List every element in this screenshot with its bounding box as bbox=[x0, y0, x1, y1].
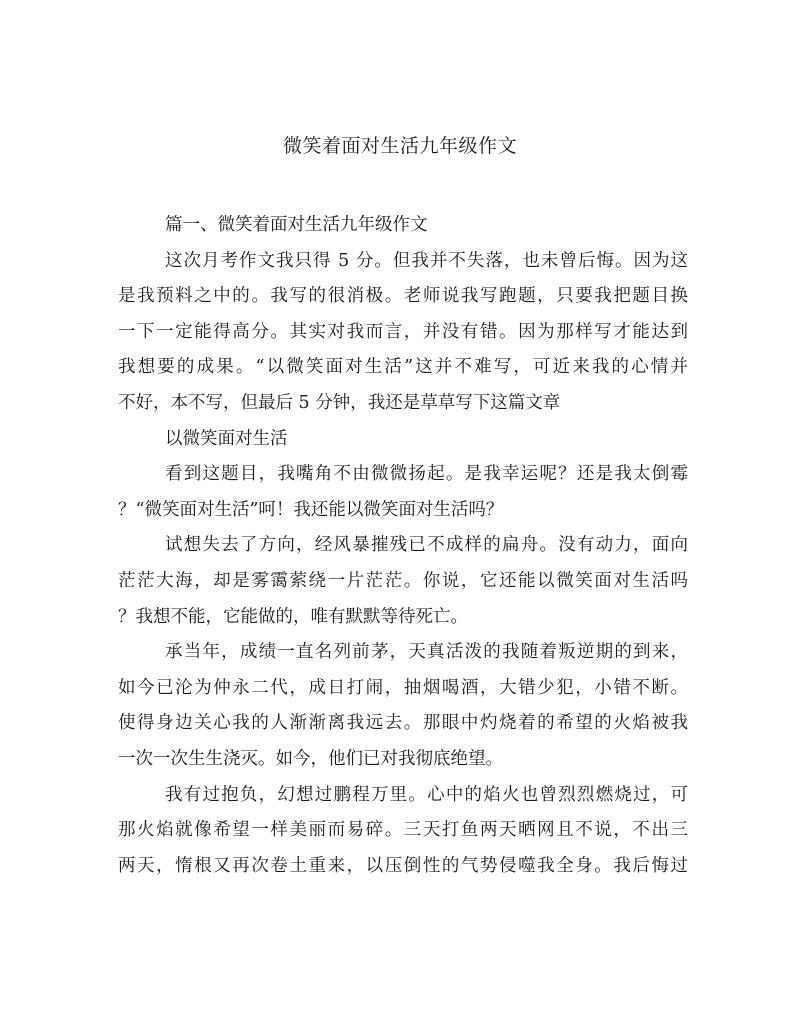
paragraph-line: ？“微笑面对生活”呵！我还能以微笑面对生活吗？ bbox=[118, 499, 504, 520]
paragraph-line: 看到这题目，我嘴角不由微微扬起。是我幸运呢？还是我太倒霉 bbox=[165, 464, 688, 485]
paragraph-line: 我有过抱负，幻想过鹏程万里。心中的焰火也曾烈烈燃烧过，可 bbox=[165, 784, 688, 805]
paragraph-line: 使得身边关心我的人渐渐离我远去。那眼中灼烧着的希望的火焰被我 bbox=[118, 713, 688, 734]
paragraph-line: 茫茫大海，却是雾霭萦绕一片茫茫。你说，它还能以微笑面对生活吗 bbox=[118, 570, 688, 591]
paragraph-line: 承当年，成绩一直名列前茅，天真活泼的我随着叛逆期的到来， bbox=[165, 642, 688, 663]
paragraph-line: 试想失去了方向，经风暴摧残已不成样的扁舟。没有动力，面向 bbox=[165, 535, 688, 556]
paragraph-line: 是我预料之中的。我写的很消极。老师说我写跑题，只要我把题目换 bbox=[118, 286, 688, 307]
paragraph-line: 一次一次生生浇灭。如今，他们已对我彻底绝望。 bbox=[118, 748, 503, 769]
document-title: 微笑着面对生活九年级作文 bbox=[282, 135, 517, 157]
paragraph-line: 两天，惰根又再次卷土重来，以压倒性的气势侵噬我全身。我后悔过 bbox=[118, 855, 688, 876]
paragraph-line: 这次月考作文我只得 5 分。但我并不失落，也未曾后悔。因为这 bbox=[165, 250, 688, 271]
paragraph-line: 一下一定能得高分。其实对我而言，并没有错。因为那样写才能达到 bbox=[118, 321, 688, 342]
section-heading: 篇一、微笑着面对生活九年级作文 bbox=[165, 215, 428, 235]
paragraph-line: ？我想不能，它能做的，唯有默默等待死亡。 bbox=[118, 606, 468, 627]
paragraph-line: 不好，本不写，但最后 5 分钟，我还是草草写下这篇文章 bbox=[118, 392, 561, 413]
essay-title-line: 以微笑面对生活 bbox=[165, 428, 288, 449]
paragraph-line: 我想要的成果。“以微笑面对生活”这并不难写，可近来我的心情并 bbox=[118, 357, 688, 378]
document-body bbox=[118, 208, 688, 884]
paragraph-line: 如今已沦为仲永二代，成日打闹，抽烟喝酒，大错少犯，小错不断。 bbox=[118, 677, 688, 698]
paragraph-line: 那火焰就像希望一样美丽而易碎。三天打鱼两天晒网且不说，不出三 bbox=[118, 820, 688, 841]
